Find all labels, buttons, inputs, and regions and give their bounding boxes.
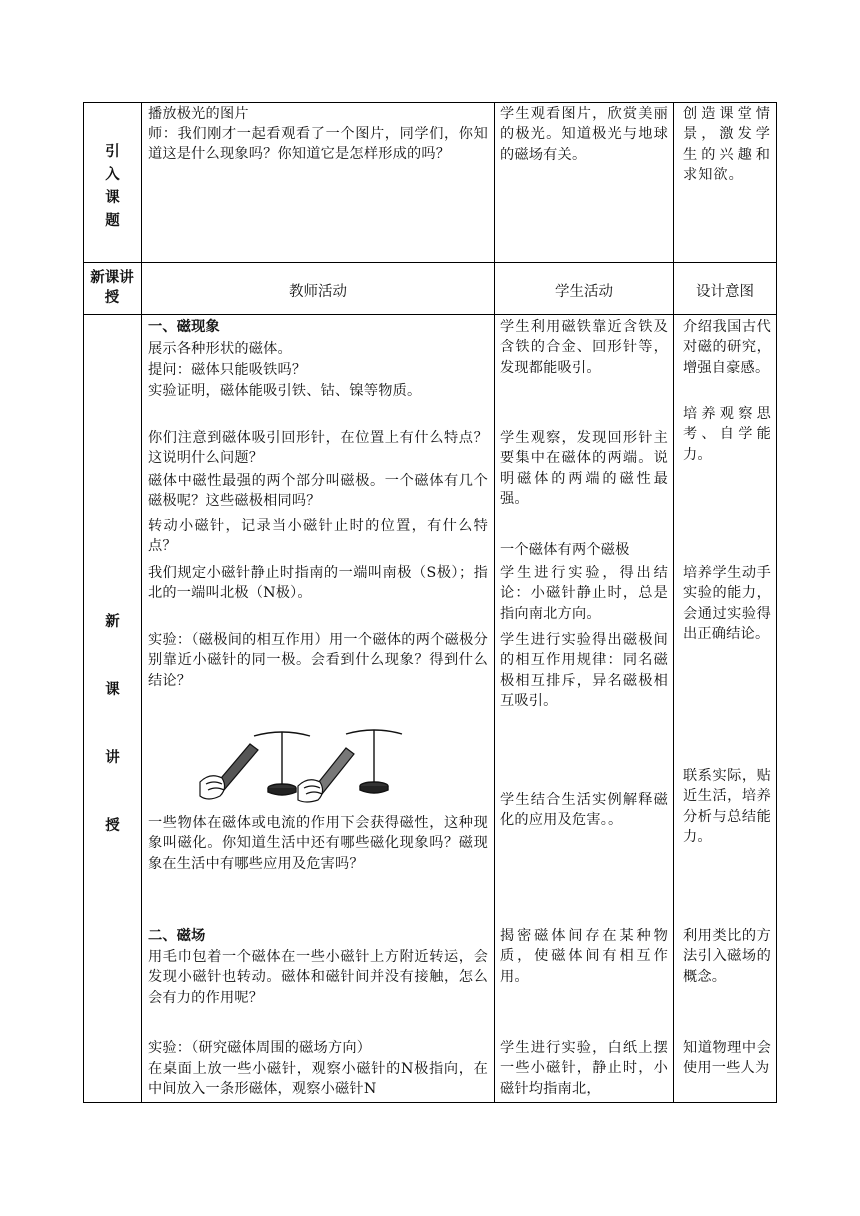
student-text: 学生利用磁铁靠近含铁及含铁的合金、回形针等，发现都能吸引。: [500, 319, 668, 376]
compass-stand-2: [346, 730, 402, 793]
teacher-text: 实验：（研究磁体周围的磁场方向）: [148, 1040, 372, 1056]
section-heading-magnetic-field: 二、磁场: [148, 928, 206, 944]
column-divider-3: [673, 102, 674, 1103]
teacher-text: 提问：磁体只能吸铁吗？: [148, 362, 307, 378]
teacher-text: 用毛巾包着一个磁体在一些小磁针上方附近转运，会发现小磁针也转动。磁体和磁针间并没有接触，怎么会有力的作用呢？: [148, 949, 488, 1006]
design-text: 介绍我国古代对磁的研究，增强自豪感。: [683, 319, 771, 376]
design-text: 培养学生动手实验的能力，会通过实验得出正确结论。: [683, 565, 771, 642]
student-text: 学生结合生活实例解释磁化的应用及危害。。: [500, 792, 668, 829]
header-student-activity: 学生活动: [555, 284, 613, 300]
teacher-text: 我们规定小磁针静止时指南的一端叫南极（S极）；指北的一端叫北极（N极）。: [148, 565, 488, 602]
column-divider-1: [141, 102, 142, 1103]
main-label-2: 课: [105, 681, 120, 698]
main-label-3: 讲: [105, 749, 120, 766]
design-text: 联系实际，贴近生活，培养分析与总结能力。: [683, 768, 771, 845]
section-heading-magnetism: 一、磁现象: [148, 319, 220, 335]
teacher-text: 实验：（磁极间的相互作用）用一个磁体的两个磁极分别靠近小磁针的同一极。会看到什么现象？得到什么结论？: [148, 632, 488, 689]
teacher-text: 一些物体在磁体或电流的作用下会获得磁性，这种现象叫磁化。你知道生活中还有哪些磁化现象吗？磁现象在生活中有哪些应用及危害吗？: [148, 815, 488, 872]
student-text: 学生进行实验，得出结论：小磁针静止时，总是指向南北方向。: [500, 565, 668, 622]
teacher-text: 你们注意到磁体吸引回形针，在位置上有什么特点？这说明什么问题？: [148, 430, 488, 467]
design-text: 培养观察思考、自学能力。: [683, 406, 771, 463]
magnet-compass-illustration: [196, 722, 426, 804]
column-divider-2: [494, 102, 495, 1103]
teacher-text: 转动小磁针，记录当小磁针止时的位置，有什么特点？: [148, 518, 488, 555]
header-teacher-activity: 教师活动: [289, 284, 347, 300]
header-section-label: 新课讲授: [90, 269, 134, 306]
student-text: 一个磁体有两个磁极: [500, 542, 630, 558]
teacher-text: 磁体中磁性最强的两个部分叫磁极。一个磁体有几个磁极呢？这些磁极相同吗？: [148, 473, 488, 510]
main-label-4: 授: [105, 817, 120, 834]
design-text: 利用类比的方法引入磁场的概念。: [683, 928, 771, 985]
student-text: 学生进行实验，白纸上摆一些小磁针，静止时，小磁针均指南北，: [500, 1040, 668, 1097]
intro-student-activity: 学生观看图片，欣赏美丽的极光。知道极光与地球的磁场有关。: [500, 106, 668, 163]
design-text: 知道物理中会使用一些人为: [683, 1040, 771, 1077]
intro-design-intent: 创造课堂情景，激发学生的兴趣和求知欲。: [683, 106, 771, 183]
table-border-left: [83, 102, 84, 1103]
student-text: 学生进行实验得出磁极间的相互作用规律：同名磁极相互排斥，异名磁极相互吸引。: [500, 632, 668, 709]
hand-with-magnet-2: [298, 748, 354, 802]
teacher-text: 实验证明，磁体能吸引铁、钴、镍等物质。: [148, 383, 422, 399]
table-border-right: [776, 102, 777, 1103]
hand-with-magnet-1: [200, 744, 258, 799]
intro-teacher-line-1: 播放极光的图片: [148, 106, 249, 122]
main-label-1: 新: [105, 613, 120, 630]
intro-label: 引 入 课 题: [105, 143, 120, 229]
header-design-intent: 设计意图: [696, 284, 754, 300]
intro-teacher-line-2: 师：我们刚才一起看观看了一个图片，同学们，你知道这是什么现象吗？你知道它是怎样形成的吗？: [148, 126, 488, 163]
teacher-text: 在桌面上放一些小磁针，观察小磁针的N极指向，在中间放入一条形磁体，观察小磁针N: [148, 1061, 488, 1098]
teacher-text: 展示各种形状的磁体。: [148, 341, 292, 357]
student-text: 揭密磁体间存在某种物质，使磁体间有相互作用。: [500, 928, 668, 985]
student-text: 学生观察，发现回形针主要集中在磁体的两端。说明磁体的两端的磁性最强。: [500, 430, 668, 507]
